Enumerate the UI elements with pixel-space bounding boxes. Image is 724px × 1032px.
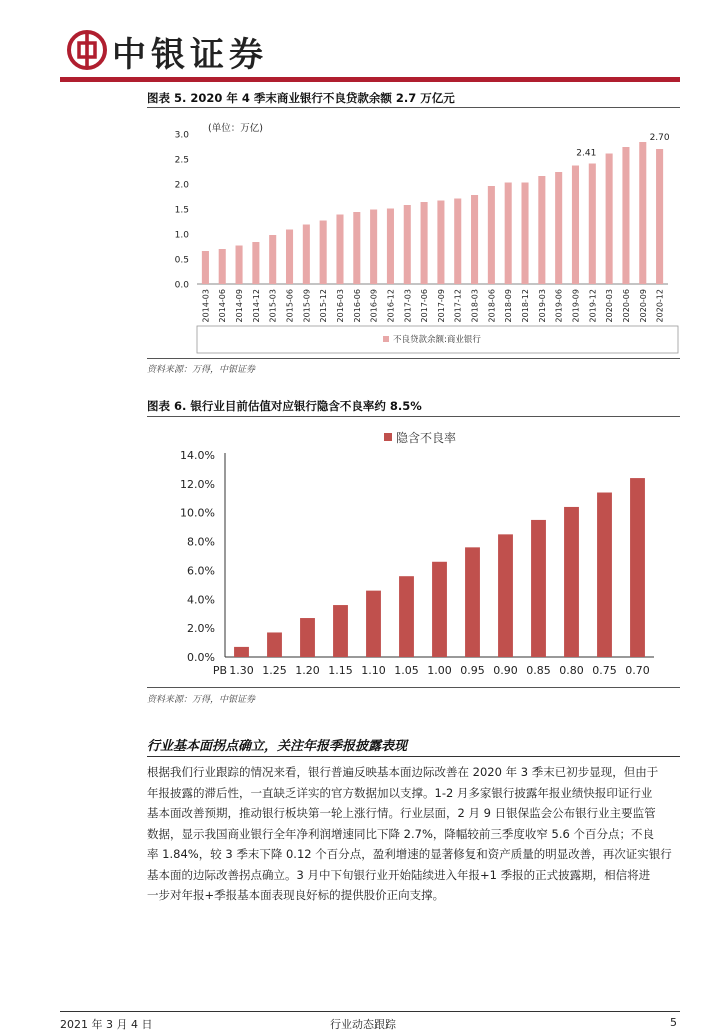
x-tick-label: 2019-06 bbox=[554, 289, 564, 323]
implied-npl-bar bbox=[531, 520, 546, 657]
figure1-title: 图表 5. 2020 年 4 季末商业银行不良贷款余额 2.7 万亿元 bbox=[147, 91, 455, 105]
x-tick-label: 0.80 bbox=[559, 664, 584, 677]
x-tick-label: 2018-09 bbox=[504, 289, 514, 323]
y-tick-label: 2.0% bbox=[187, 622, 215, 636]
figure2-bottom-rule bbox=[147, 687, 680, 688]
x-tick-label: 1.05 bbox=[394, 664, 419, 677]
section-underline bbox=[147, 756, 680, 757]
company-name: 中银证券 bbox=[112, 35, 268, 75]
data-label: 2.70 bbox=[649, 133, 670, 143]
x-tick-label: 0.75 bbox=[592, 664, 617, 677]
y-tick-label: 0.5 bbox=[174, 255, 189, 266]
legend-label: 不良贷款余额:商业银行 bbox=[393, 335, 481, 345]
y-tick-label: 0.0% bbox=[187, 651, 215, 664]
x-tick-label: 2018-03 bbox=[470, 289, 480, 323]
legend-label: 隐含不良率 bbox=[396, 431, 457, 445]
x-axis-prefix: PB bbox=[212, 664, 227, 677]
x-tick-label: 2016-03 bbox=[335, 289, 345, 323]
figure1-source: 资料来源：万得，中银证券 bbox=[147, 365, 256, 375]
x-tick-label: 2014-03 bbox=[201, 289, 211, 323]
y-tick-label: 3.0 bbox=[174, 130, 189, 141]
y-tick-label: 4.0% bbox=[187, 593, 215, 607]
x-tick-label: 1.20 bbox=[295, 664, 320, 677]
implied-npl-bar bbox=[399, 576, 414, 657]
body-line: 数据，显示我国商业银行全年净利润增速同比下降 2.7%，降幅较前三季度收窄 5.6 个百分点；不良 bbox=[147, 826, 654, 841]
x-tick-label: 2020-03 bbox=[605, 289, 615, 323]
body-line: 年报披露的滞后性，一直缺乏详实的官方数据加以支撑。1-2 月多家银行披露年报业绩快报印证行业 bbox=[147, 785, 653, 800]
x-tick-label: 2016-09 bbox=[369, 289, 379, 323]
implied-npl-bar bbox=[267, 632, 282, 657]
x-tick-label: 2014-06 bbox=[218, 289, 228, 323]
x-tick-label: 1.10 bbox=[361, 664, 386, 677]
x-tick-label: 2015-09 bbox=[302, 289, 312, 323]
implied-npl-bar bbox=[432, 562, 447, 657]
figure2-title: 图表 6. 银行业目前估值对应银行隐含不良率约 8.5% bbox=[147, 399, 422, 413]
body-line: 根据我们行业跟踪的情况来看，银行普遍反映基本面边际改善在 2020 年 3 季末已初步显现，但由于 bbox=[147, 765, 659, 779]
page-number: 5 bbox=[670, 1016, 677, 1029]
y-tick-label: 0.0 bbox=[174, 280, 189, 291]
figure2-source: 资料来源：万得，中银证券 bbox=[147, 695, 256, 705]
x-tick-label: 2016-12 bbox=[386, 289, 396, 323]
x-tick-label: 2020-09 bbox=[638, 289, 648, 323]
x-tick-label: 2020-12 bbox=[655, 289, 665, 323]
x-tick-label: 2018-06 bbox=[487, 289, 497, 323]
section-body bbox=[147, 762, 680, 906]
body-line: 率 1.84%，较 3 季末下降 0.12 个百分点，盈利增速的显著修复和资产质量的明显改善，再次证实银行 bbox=[147, 847, 672, 861]
x-tick-label: 2018-12 bbox=[521, 289, 531, 323]
implied-npl-bar bbox=[498, 534, 513, 657]
y-tick-label: 14.0% bbox=[180, 449, 215, 462]
x-tick-label: 2019-03 bbox=[537, 289, 547, 323]
body-line: 基本面的边际改善拐点确立。3 月中下旬银行业开始陆续进入年报+1 季报的正式披露期，相信将进 bbox=[147, 867, 651, 882]
x-tick-label: 0.95 bbox=[460, 664, 485, 677]
y-tick-label: 6.0% bbox=[187, 564, 215, 578]
section-title: 行业基本面拐点确立，关注年报季报披露表现 bbox=[147, 739, 408, 754]
x-tick-label: 2017-06 bbox=[420, 289, 430, 323]
y-tick-label: 1.5 bbox=[174, 205, 189, 216]
footer-date: 2021 年 3 月 4 日 bbox=[60, 1018, 153, 1031]
x-tick-label: 2014-09 bbox=[235, 289, 245, 323]
x-tick-label: 2020-06 bbox=[621, 289, 631, 323]
x-tick-label: 2017-12 bbox=[453, 289, 463, 323]
x-tick-label: 1.00 bbox=[427, 664, 452, 677]
x-tick-label: 2017-09 bbox=[436, 289, 446, 323]
implied-npl-bar bbox=[300, 618, 315, 657]
x-tick-label: 2017-03 bbox=[403, 289, 413, 323]
y-tick-label: 2.5 bbox=[174, 155, 189, 166]
x-tick-label: 1.15 bbox=[328, 664, 353, 677]
x-tick-label: 1.30 bbox=[229, 664, 254, 677]
data-label: 2.41 bbox=[576, 148, 597, 159]
y-tick-label: 12.0% bbox=[180, 477, 215, 491]
x-tick-label: 2015-06 bbox=[285, 289, 295, 323]
implied-npl-bar bbox=[465, 547, 480, 657]
footer-rule bbox=[60, 1011, 680, 1012]
y-tick-label: 2.0 bbox=[174, 180, 189, 191]
implied-npl-bar bbox=[366, 591, 381, 657]
x-tick-label: 0.85 bbox=[526, 664, 551, 677]
y-tick-label: 10.0% bbox=[180, 506, 215, 520]
x-tick-label: 1.25 bbox=[262, 664, 287, 677]
implied-npl-bar bbox=[234, 647, 249, 657]
x-tick-label: 2019-09 bbox=[571, 289, 581, 323]
y-tick-label: 1.0 bbox=[174, 230, 189, 241]
implied-npl-bar bbox=[597, 493, 612, 657]
x-tick-label: 2016-06 bbox=[352, 289, 362, 323]
legend-swatch bbox=[384, 433, 392, 441]
x-tick-label: 0.90 bbox=[493, 664, 518, 677]
implied-npl-bar bbox=[630, 478, 645, 657]
x-tick-label: 2015-03 bbox=[268, 289, 278, 323]
x-tick-label: 2019-12 bbox=[588, 289, 598, 323]
body-line: 基本面改善预期，推动银行板块第一轮上涨行情。行业层面，2 月 9 日银保监会公布银行业主要监管 bbox=[147, 806, 656, 820]
unit-label: (单位：万亿) bbox=[208, 123, 263, 134]
implied-npl-bar bbox=[333, 605, 348, 657]
x-tick-label: 0.70 bbox=[625, 664, 650, 677]
body-line: 一步对年报+季报基本面表现良好标的提供股价正向支撑。 bbox=[147, 888, 445, 902]
footer-title: 行业动态跟踪 bbox=[330, 1018, 396, 1031]
x-tick-label: 2015-12 bbox=[319, 289, 329, 323]
y-tick-label: 8.0% bbox=[187, 535, 215, 549]
implied-npl-bar bbox=[564, 507, 579, 657]
x-tick-label: 2014-12 bbox=[251, 289, 261, 323]
